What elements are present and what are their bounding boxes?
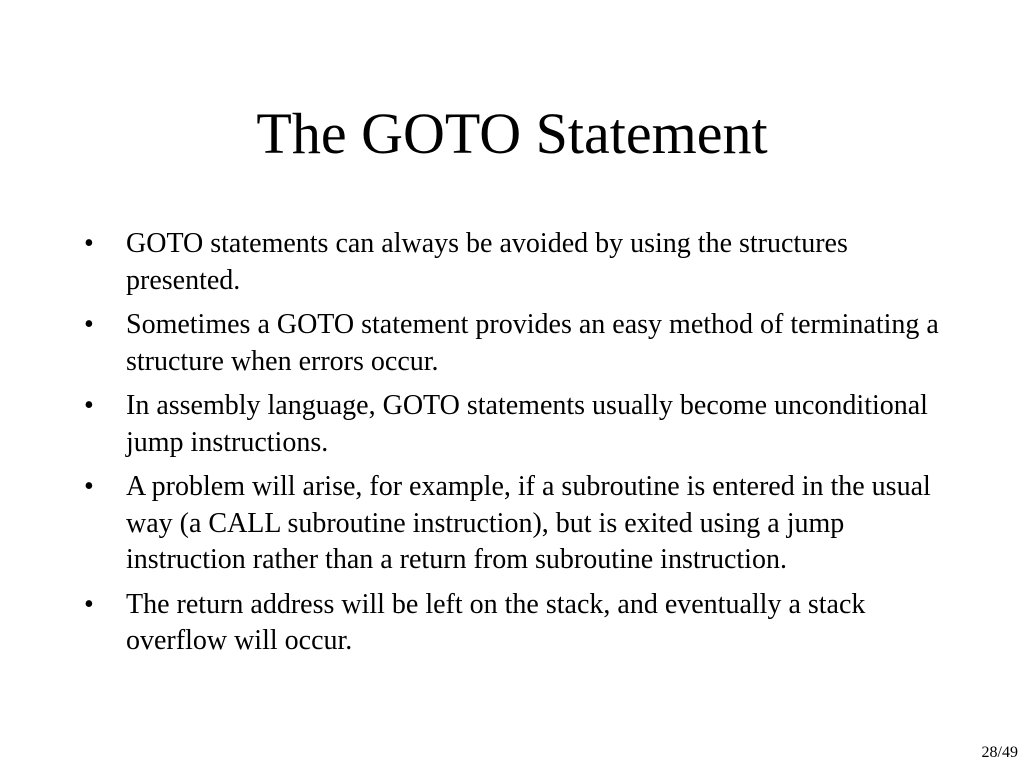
bullet-text: GOTO statements can always be avoided by using the structures presented. [126,228,848,296]
bullet-text: A problem will arise, for example, if a subroutine is entered in the usual way (a CALL subroutine instruction), but is exited using a jump instruction rather than a return from subroutine instruction. [126,471,931,575]
bullet-list [84,226,944,668]
bullet-icon: • [84,588,94,620]
bullet-text: The return address will be left on the stack, and eventually a stack overflow will occur. [126,588,866,656]
bullet-item [84,469,944,579]
bullet-item [84,226,944,299]
bullet-icon: • [84,228,94,259]
bullet-icon: • [84,390,94,421]
bullet-icon: • [84,309,94,340]
slide-title: The GOTO Statement [256,101,768,166]
page-number: 28/49 [981,744,1018,761]
bullet-item [84,307,944,380]
bullet-text: Sometimes a GOTO statement provides an easy method of terminating a structure when errors occur. [126,309,939,377]
bullet-icon: • [84,471,94,502]
bullet-text: In assembly language, GOTO statements usually become unconditional jump instructions. [126,390,928,458]
bullet-item [84,587,944,660]
bullet-item [84,388,944,461]
